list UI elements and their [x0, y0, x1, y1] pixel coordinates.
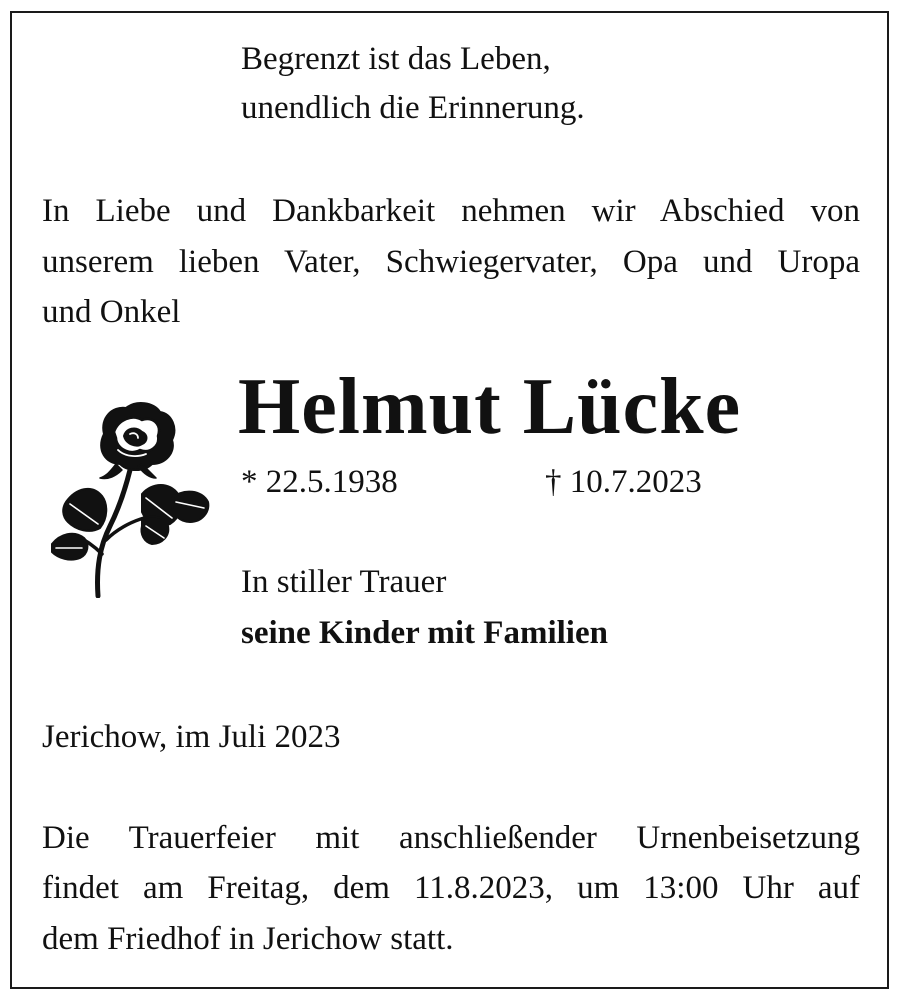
death-date: † 10.7.2023	[545, 464, 702, 500]
intro-line-1: In Liebe und Dankbarkeit nehmen wir Abschied von	[42, 193, 860, 229]
birth-date: * 22.5.1938	[241, 464, 398, 500]
ceremony-line-1: Die Trauerfeier mit anschließender Urnenbeisetzung	[42, 820, 860, 856]
motto-line-1: Begrenzt ist das Leben,	[241, 41, 551, 77]
mourning-phrase: In stiller Trauer	[241, 564, 447, 600]
intro-line-3: und Onkel	[42, 294, 181, 330]
ceremony-line-3: dem Friedhof in Jerichow statt.	[42, 921, 454, 957]
deceased-name: Helmut Lücke	[238, 363, 742, 451]
place-date: Jerichow, im Juli 2023	[42, 719, 341, 755]
mourners-names: seine Kinder mit Familien	[241, 615, 608, 651]
motto-line-2: unendlich die Erinnerung.	[241, 90, 585, 126]
ceremony-line-2: findet am Freitag, dem 11.8.2023, um 13:00 Uhr auf	[42, 870, 860, 906]
rose-icon	[46, 398, 211, 598]
intro-line-2: unserem lieben Vater, Schwiegervater, Opa und Uropa	[42, 244, 860, 280]
